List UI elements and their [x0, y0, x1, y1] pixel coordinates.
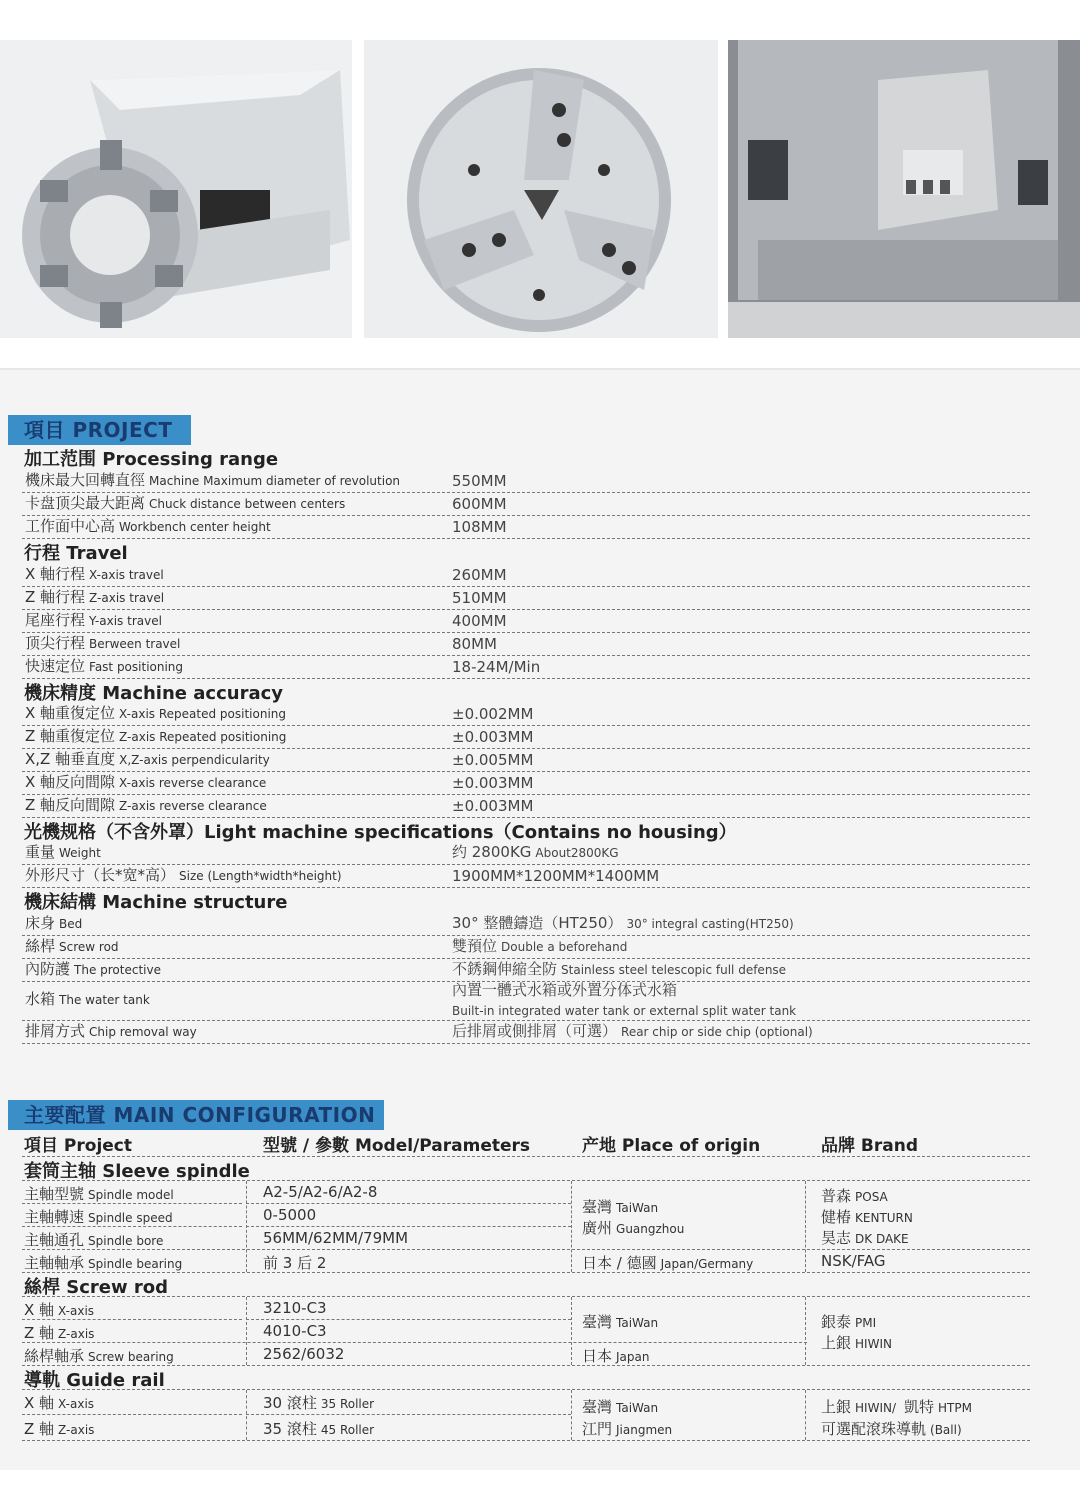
- spec-label-en: Bed: [59, 917, 83, 931]
- spec-value: 18-24M/Min: [452, 658, 541, 676]
- spec-row: [22, 586, 1030, 610]
- spec-label: Z 軸行程: [25, 588, 86, 606]
- config-value-zh: 35 滾柱: [263, 1420, 317, 1438]
- origin-label-en: Japan: [616, 1350, 650, 1364]
- config-origin: [582, 1196, 658, 1217]
- spec-label-en: X-axis travel: [89, 568, 164, 582]
- column-header-origin: 产地 Place of origin: [582, 1136, 761, 1156]
- config-label-en: Z-axis: [58, 1327, 95, 1341]
- spec-row: [22, 841, 1030, 865]
- config-value: 0-5000: [263, 1206, 317, 1224]
- column-separator: [246, 1297, 247, 1365]
- group-light-machine-specs: 光機规格（不含外罩）Light machine specifications（Contains no housing）: [24, 822, 737, 843]
- config-origin: [582, 1311, 658, 1332]
- spec-label-en: X-axis Repeated positioning: [119, 707, 286, 721]
- column-separator: [571, 1297, 572, 1365]
- spec-value: 30° 整體鑄造（HT250）: [452, 914, 623, 932]
- column-separator: [805, 1297, 806, 1365]
- spec-value-en: Rear chip or side chip (optional): [621, 1025, 813, 1039]
- spec-label-en: Chuck distance between centers: [149, 497, 346, 511]
- origin-label: 日本 / 德國: [582, 1254, 657, 1272]
- config-label: Z 軸: [24, 1324, 55, 1342]
- spec-value-en: Built-in integrated water tank or external split water tank: [452, 1004, 797, 1018]
- group-sleeve-spindle: 套筒主轴 Sleeve spindle: [24, 1161, 250, 1182]
- spec-row: [22, 771, 1030, 795]
- brand-label: 上銀: [821, 1398, 852, 1416]
- brand-label-en: (Ball): [930, 1423, 962, 1437]
- config-item: [24, 1345, 174, 1366]
- spec-label-en: X-axis reverse clearance: [119, 776, 267, 790]
- brand-label-en: KENTURN: [855, 1211, 913, 1225]
- config-brand: NSK/FAG: [821, 1252, 886, 1270]
- config-label: 主軸通孔: [24, 1231, 85, 1249]
- origin-label-en: Jiangmen: [616, 1423, 673, 1437]
- config-brand: [821, 1332, 892, 1353]
- divider: [22, 1342, 807, 1343]
- origin-label: 江門: [582, 1420, 613, 1438]
- spec-row: [22, 864, 1030, 888]
- config-brand: [821, 1396, 972, 1417]
- photo-strip: [0, 40, 1080, 338]
- spec-row: [22, 748, 1030, 772]
- config-value-en: 45 Roller: [320, 1423, 375, 1437]
- config-label-en: Spindle bore: [88, 1234, 164, 1248]
- spec-label-en: X,Z-axis perpendicularity: [119, 753, 270, 767]
- spec-row: [22, 981, 1030, 1021]
- machine-interior-photo: [728, 40, 1080, 338]
- spec-value-en: Double a beforehand: [501, 940, 628, 954]
- spec-row: [22, 632, 1030, 656]
- config-label: 主軸轉速: [24, 1208, 85, 1226]
- config-label-en: Spindle bearing: [88, 1257, 183, 1271]
- spec-row: [22, 563, 1030, 587]
- origin-label: 廣州: [582, 1219, 613, 1237]
- spec-row: [22, 702, 1030, 726]
- group-machine-structure: 機床結構 Machine structure: [24, 892, 288, 913]
- config-brand: [821, 1185, 888, 1206]
- config-value: 56MM/62MM/79MM: [263, 1229, 409, 1247]
- config-item: [24, 1299, 94, 1320]
- group-guide-rail: 導軌 Guide rail: [24, 1370, 165, 1391]
- divider: [246, 1203, 571, 1204]
- config-value: [263, 1392, 374, 1413]
- config-value: 2562/6032: [263, 1345, 345, 1363]
- main-config-header: 主要配置 MAIN CONFIGURATION: [8, 1100, 384, 1130]
- config-item: [24, 1206, 173, 1227]
- divider: [22, 1203, 242, 1204]
- config-label-en: Spindle model: [88, 1188, 174, 1202]
- spec-value: ±0.002MM: [452, 705, 534, 723]
- origin-label: 臺灣: [582, 1198, 613, 1216]
- divider: [22, 1226, 242, 1227]
- config-item: [24, 1392, 94, 1413]
- spec-value: 600MM: [452, 495, 507, 513]
- spec-label: 內防護: [25, 960, 71, 978]
- column-separator: [571, 1390, 572, 1440]
- divider: [22, 1249, 1030, 1250]
- spec-label-en: Z-axis travel: [89, 591, 165, 605]
- config-value: A2-5/A2-6/A2-8: [263, 1183, 378, 1201]
- spec-label-en: Weight: [59, 846, 101, 860]
- spec-label: 快速定位: [25, 657, 86, 675]
- spec-row: [22, 912, 1030, 936]
- origin-label-en: TaiWan: [616, 1316, 659, 1330]
- spec-value-en: Stainless steel telescopic full defense: [561, 963, 787, 977]
- spec-label: 機床最大回轉直徑: [25, 471, 146, 489]
- spec-value: ±0.003MM: [452, 797, 534, 815]
- config-origin: [582, 1418, 672, 1439]
- spec-value: 510MM: [452, 589, 507, 607]
- config-label-en: Spindle speed: [88, 1211, 173, 1225]
- config-value-zh: 30 滾柱: [263, 1394, 317, 1412]
- spec-value: 260MM: [452, 566, 507, 584]
- config-label: X 軸: [24, 1301, 55, 1319]
- config-label: X 軸: [24, 1394, 55, 1412]
- column-separator: [246, 1181, 247, 1272]
- chuck-photo: [364, 40, 718, 338]
- config-label-en: Z-axis: [58, 1423, 95, 1437]
- brand-label-en: DK DAKE: [855, 1232, 909, 1246]
- spec-label-en: Z-axis Repeated positioning: [119, 730, 287, 744]
- spec-value: 后排屑或側排屑（可選）: [452, 1022, 618, 1040]
- config-item: [24, 1183, 174, 1204]
- column-header-brand: 品牌 Brand: [821, 1136, 919, 1156]
- spec-label: X 軸重復定位: [25, 704, 116, 722]
- group-processing-range: 加工范围 Processing range: [24, 449, 279, 470]
- config-brand: [821, 1311, 876, 1332]
- spec-label: 工作面中心高: [25, 517, 116, 535]
- spec-label: Z 軸反向間隙: [25, 796, 116, 814]
- spec-row: [22, 935, 1030, 959]
- spec-label: 顶尖行程: [25, 634, 86, 652]
- brand-label-en: HIWIN/: [855, 1401, 897, 1415]
- config-brand: [821, 1227, 909, 1248]
- divider: [246, 1226, 571, 1227]
- group-screw-rod: 絲桿 Screw rod: [24, 1277, 169, 1298]
- spec-label: 卡盘顶尖最大距离: [25, 494, 146, 512]
- brand-label-en: HTPM: [938, 1401, 972, 1415]
- spec-row: [22, 609, 1030, 633]
- spec-row: [22, 655, 1030, 679]
- spec-label-en: The water tank: [59, 993, 150, 1007]
- spec-row: [22, 725, 1030, 749]
- spec-value: ±0.003MM: [452, 728, 534, 746]
- spec-value: ±0.005MM: [452, 751, 534, 769]
- spec-label: 尾座行程: [25, 611, 86, 629]
- config-value-en: 35 Roller: [320, 1397, 375, 1411]
- divider: [246, 1414, 571, 1415]
- config-origin: [582, 1252, 753, 1273]
- spec-value: 550MM: [452, 472, 507, 490]
- origin-label: 日本: [582, 1347, 613, 1365]
- origin-label-en: TaiWan: [616, 1401, 659, 1415]
- config-brand: [821, 1418, 962, 1439]
- config-value: 前 3 后 2: [263, 1254, 327, 1272]
- spec-label: X,Z 軸垂直度: [25, 750, 116, 768]
- brand-label: 上銀: [821, 1334, 852, 1352]
- divider: [22, 1296, 1030, 1297]
- turret-photo: [0, 40, 352, 338]
- brand-label: 銀泰: [821, 1313, 852, 1331]
- divider: [22, 1414, 242, 1415]
- config-item: [24, 1322, 94, 1343]
- brand-label: 普森: [821, 1187, 852, 1205]
- origin-label: 臺灣: [582, 1313, 613, 1331]
- config-label: 絲桿軸承: [24, 1347, 85, 1365]
- spec-value: 不銹鋼伸縮全防: [452, 960, 558, 978]
- spec-row: [22, 470, 1030, 493]
- config-item: [24, 1252, 182, 1273]
- spec-label-en: Workbench center height: [119, 520, 271, 534]
- config-label-en: Screw bearing: [88, 1350, 174, 1364]
- brand-label: 昊志: [821, 1229, 852, 1247]
- spec-row: [22, 515, 1030, 539]
- spec-value-en: 30° integral casting(HT250): [626, 917, 794, 931]
- brand-label: 健椿: [821, 1208, 852, 1226]
- brand-label-en: POSA: [855, 1190, 888, 1204]
- spec-label-en: Berween travel: [89, 637, 181, 651]
- origin-label: 臺灣: [582, 1398, 613, 1416]
- spec-value-en: About2800KG: [535, 846, 619, 860]
- spec-label-en: Chip removal way: [89, 1025, 197, 1039]
- spec-label-en: The protective: [74, 963, 161, 977]
- spec-label: 絲桿: [25, 937, 56, 955]
- config-label: Z 軸: [24, 1420, 55, 1438]
- divider: [22, 1319, 242, 1320]
- spec-row: [22, 492, 1030, 516]
- brand-label-en: PMI: [855, 1316, 877, 1330]
- group-machine-accuracy: 機床精度 Machine accuracy: [24, 683, 283, 704]
- origin-label-en: TaiWan: [616, 1201, 659, 1215]
- config-value: 4010-C3: [263, 1322, 327, 1340]
- column-separator: [805, 1181, 806, 1272]
- config-value: 3210-C3: [263, 1299, 327, 1317]
- column-header-project: 項目 Project: [24, 1136, 133, 1156]
- spec-label-en: Z-axis reverse clearance: [119, 799, 267, 813]
- spec-value: 內置一體式水箱或外置分体式水箱: [452, 981, 678, 999]
- spec-label-en: Size (Length*width*height): [179, 869, 342, 883]
- spec-value: 约 2800KG: [452, 843, 532, 861]
- origin-label-en: Japan/Germany: [660, 1257, 754, 1271]
- config-origin: [582, 1217, 684, 1238]
- spec-label-en: Machine Maximum diameter of revolution: [149, 474, 401, 488]
- spec-label: X 軸行程: [25, 565, 86, 583]
- divider: [246, 1319, 571, 1320]
- config-item: [24, 1229, 163, 1250]
- spec-value: 1900MM*1200MM*1400MM: [452, 867, 660, 885]
- spec-label: X 軸反向間隙: [25, 773, 116, 791]
- spec-label: 排屑方式: [25, 1022, 86, 1040]
- config-origin: [582, 1345, 649, 1366]
- divider: [22, 1272, 1030, 1273]
- spec-value: 108MM: [452, 518, 507, 536]
- spec-label-en: Y-axis travel: [89, 614, 162, 628]
- divider: [22, 1180, 1030, 1181]
- spec-label-en: Screw rod: [59, 940, 119, 954]
- divider: [22, 1440, 1030, 1441]
- spec-label-en: Fast positioning: [89, 660, 184, 674]
- brand-label: 凱特: [904, 1398, 935, 1416]
- config-label: 主軸軸承: [24, 1254, 85, 1272]
- config-label-en: X-axis: [58, 1304, 95, 1318]
- config-item: [24, 1418, 94, 1439]
- spec-label: 外形尺寸（长*宽*高）: [25, 866, 176, 884]
- spec-value: 雙預位: [452, 937, 498, 955]
- spec-row: [22, 1020, 1030, 1044]
- divider: [22, 1389, 1030, 1390]
- group-travel: 行程 Travel: [24, 543, 128, 564]
- config-label-en: X-axis: [58, 1397, 95, 1411]
- spec-value: ±0.003MM: [452, 774, 534, 792]
- brand-label: 可選配滾珠導軌: [821, 1420, 927, 1438]
- config-label: 主軸型號: [24, 1185, 85, 1203]
- column-separator: [805, 1390, 806, 1440]
- spec-label: Z 軸重復定位: [25, 727, 116, 745]
- brand-label-en: HIWIN: [855, 1337, 892, 1351]
- column-separator: [571, 1181, 572, 1272]
- config-value: [263, 1418, 374, 1439]
- divider: [22, 1365, 1030, 1366]
- column-header-model: 型號 / 參數 Model/Parameters: [263, 1136, 531, 1156]
- spec-value: 80MM: [452, 635, 497, 653]
- spec-row: [22, 794, 1030, 818]
- column-separator: [246, 1390, 247, 1440]
- project-header: 項目 PROJECT: [8, 415, 191, 445]
- origin-label-en: Guangzhou: [616, 1222, 685, 1236]
- config-origin: [582, 1396, 658, 1417]
- spec-value: 400MM: [452, 612, 507, 630]
- spec-label: 重量: [25, 843, 56, 861]
- config-brand: [821, 1206, 913, 1227]
- spec-label: 水箱: [25, 990, 56, 1008]
- spec-label: 床身: [25, 914, 56, 932]
